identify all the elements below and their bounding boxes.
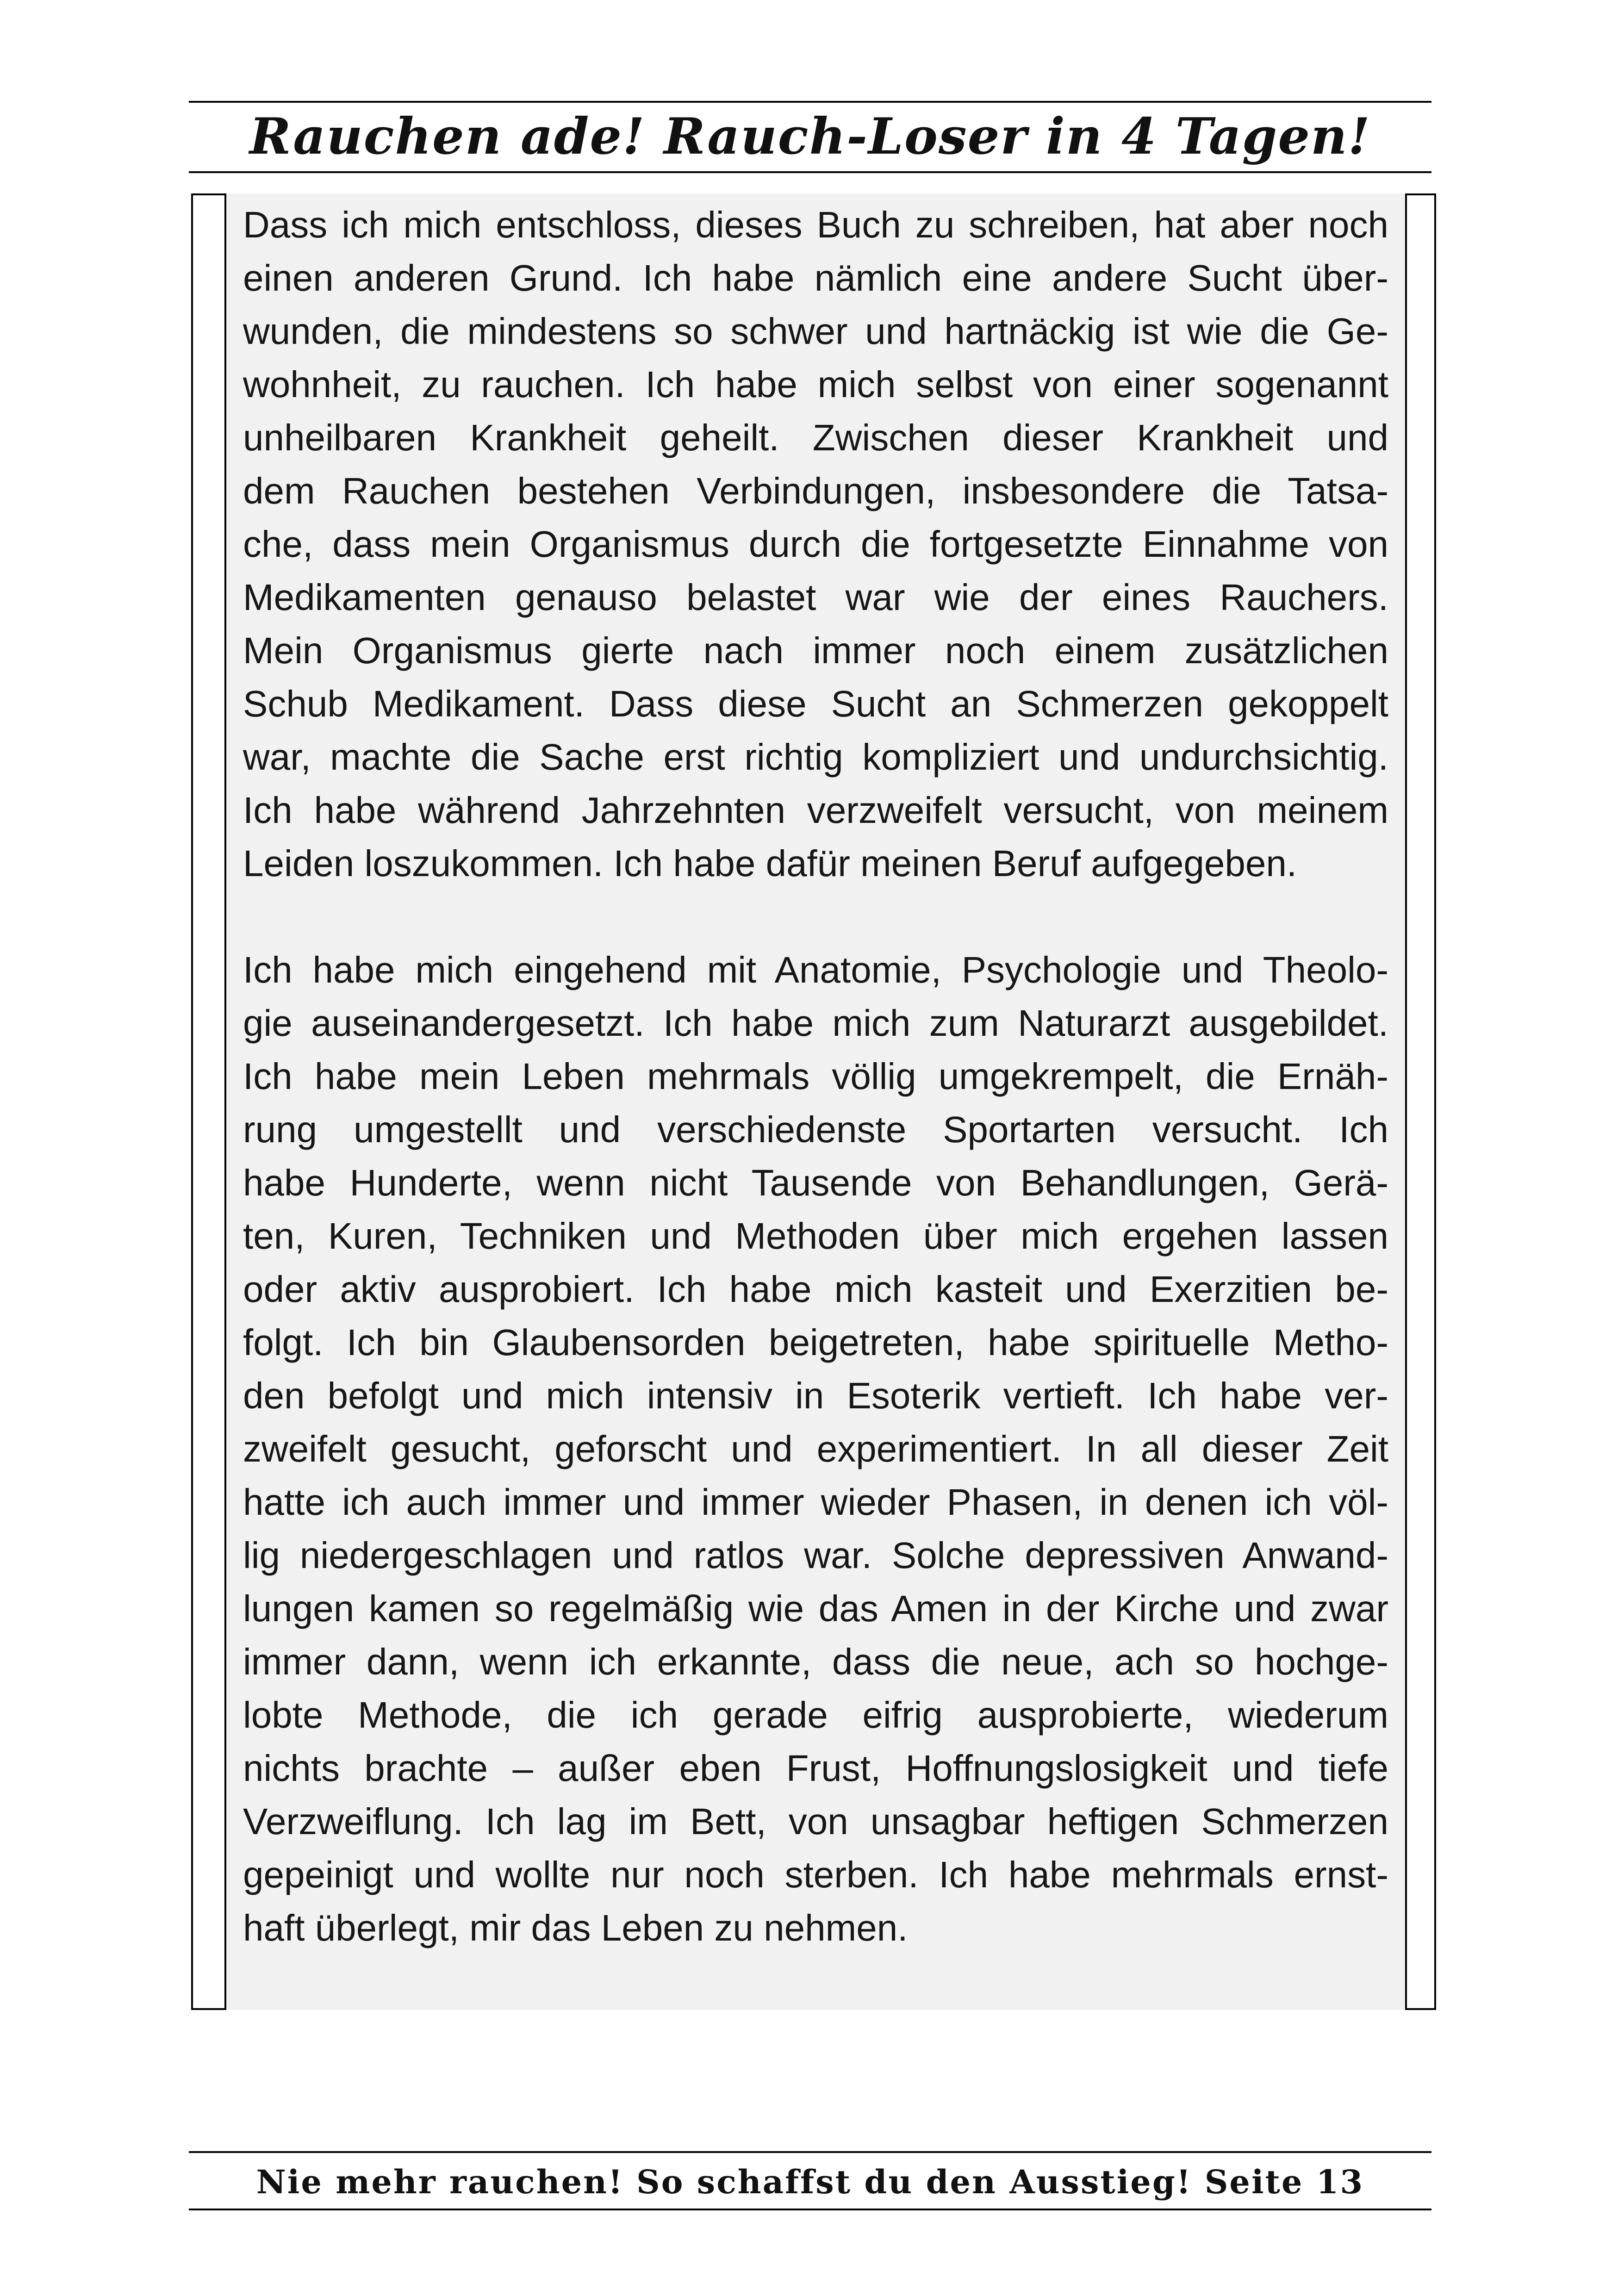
- text-line: Leiden loszukommen. Ich habe dafür meinen Beruf aufgegeben.: [243, 843, 1297, 884]
- text-line: folgt. Ich bin Glaubensorden beigetreten, habe spirituelle Metho-: [243, 1322, 1388, 1363]
- text-line: Ich habe während Jahrzehnten verzweifelt versucht, von meinem: [243, 790, 1388, 831]
- text-line: gepeinigt und wollte nur noch sterben. Ich habe mehrmals ernst-: [243, 1854, 1388, 1895]
- text-line: dem Rauchen bestehen Verbindungen, insbesondere die Tatsa-: [243, 470, 1388, 511]
- header-rule-top: [189, 101, 1431, 103]
- paragraph-2: [243, 943, 1388, 1954]
- body-text: [243, 198, 1388, 1954]
- text-line: Schub Medikament. Dass diese Sucht an Schmerzen gekoppelt: [243, 683, 1388, 724]
- text-line: Ich habe mich eingehend mit Anatomie, Psychologie und Theolo-: [243, 949, 1388, 990]
- text-line: einen anderen Grund. Ich habe nämlich eine andere Sucht über-: [243, 257, 1388, 299]
- text-line: haft überlegt, mir das Leben zu nehmen.: [243, 1907, 908, 1948]
- text-line: immer dann, wenn ich erkannte, dass die neue, ach so hochge-: [243, 1641, 1388, 1682]
- text-line: gie auseinandergesetzt. Ich habe mich zum Naturarzt ausgebildet.: [243, 1002, 1388, 1044]
- paragraph-1: [243, 198, 1388, 890]
- footer-rule-bottom: [189, 2209, 1431, 2210]
- text-line: war, machte die Sache erst richtig kompliziert und undurchsichtig.: [243, 736, 1388, 778]
- text-line: lobte Methode, die ich gerade eifrig ausprobierte, wiederum: [243, 1694, 1388, 1736]
- text-line: ten, Kuren, Techniken und Methoden über mich ergehen lassen: [243, 1215, 1388, 1257]
- text-line: Medikamenten genauso belastet war wie der eines Rauchers.: [243, 577, 1388, 618]
- text-line: Mein Organismus gierte nach immer noch einem zusätzlichen: [243, 630, 1388, 671]
- text-panel: [224, 193, 1407, 2010]
- text-line: oder aktiv ausprobiert. Ich habe mich kasteit und Exerzitien be-: [243, 1269, 1388, 1310]
- page-header-title: Rauchen ade! Rauch-Loser in 4 Tagen!: [249, 107, 1371, 166]
- text-line: wohnheit, zu rauchen. Ich habe mich selbst von einer sogenannt: [243, 364, 1388, 405]
- text-line: lungen kamen so regelmäßig wie das Amen in der Kirche und zwar: [243, 1588, 1388, 1629]
- text-line: habe Hunderte, wenn nicht Tausende von Behandlungen, Gerä-: [243, 1162, 1388, 1203]
- text-line: rung umgestellt und verschiedenste Sportarten versucht. Ich: [243, 1109, 1388, 1150]
- text-line: wunden, die mindestens so schwer und hartnäckig ist wie die Ge-: [243, 311, 1388, 352]
- text-line: hatte ich auch immer und immer wieder Phasen, in denen ich völ-: [243, 1481, 1388, 1523]
- text-line: che, dass mein Organismus durch die fortgesetzte Einnahme von: [243, 523, 1388, 565]
- text-line: zweifelt gesucht, geforscht und experimentiert. In all dieser Zeit: [243, 1428, 1388, 1469]
- footer-rule-top: [189, 2151, 1431, 2153]
- text-frame: [191, 193, 1436, 2010]
- page-footer: Nie mehr rauchen! So schaffst du den Ausstieg! Seite 13: [256, 2163, 1364, 2201]
- text-line: Ich habe mein Leben mehrmals völlig umgekrempelt, die Ernäh-: [243, 1056, 1388, 1097]
- text-line: unheilbaren Krankheit geheilt. Zwischen dieser Krankheit und: [243, 417, 1388, 458]
- text-line: Verzweiflung. Ich lag im Bett, von unsagbar heftigen Schmerzen: [243, 1801, 1388, 1842]
- text-line: Dass ich mich entschloss, dieses Buch zu schreiben, hat aber noch: [243, 204, 1388, 245]
- text-line: lig niedergeschlagen und ratlos war. Solche depressiven Anwand-: [243, 1535, 1388, 1576]
- text-line: den befolgt und mich intensiv in Esoterik vertieft. Ich habe ver-: [243, 1375, 1388, 1416]
- text-line: nichts brachte – außer eben Frust, Hoffnungslosigkeit und tiefe: [243, 1748, 1388, 1789]
- header-rule-bottom: [189, 171, 1431, 173]
